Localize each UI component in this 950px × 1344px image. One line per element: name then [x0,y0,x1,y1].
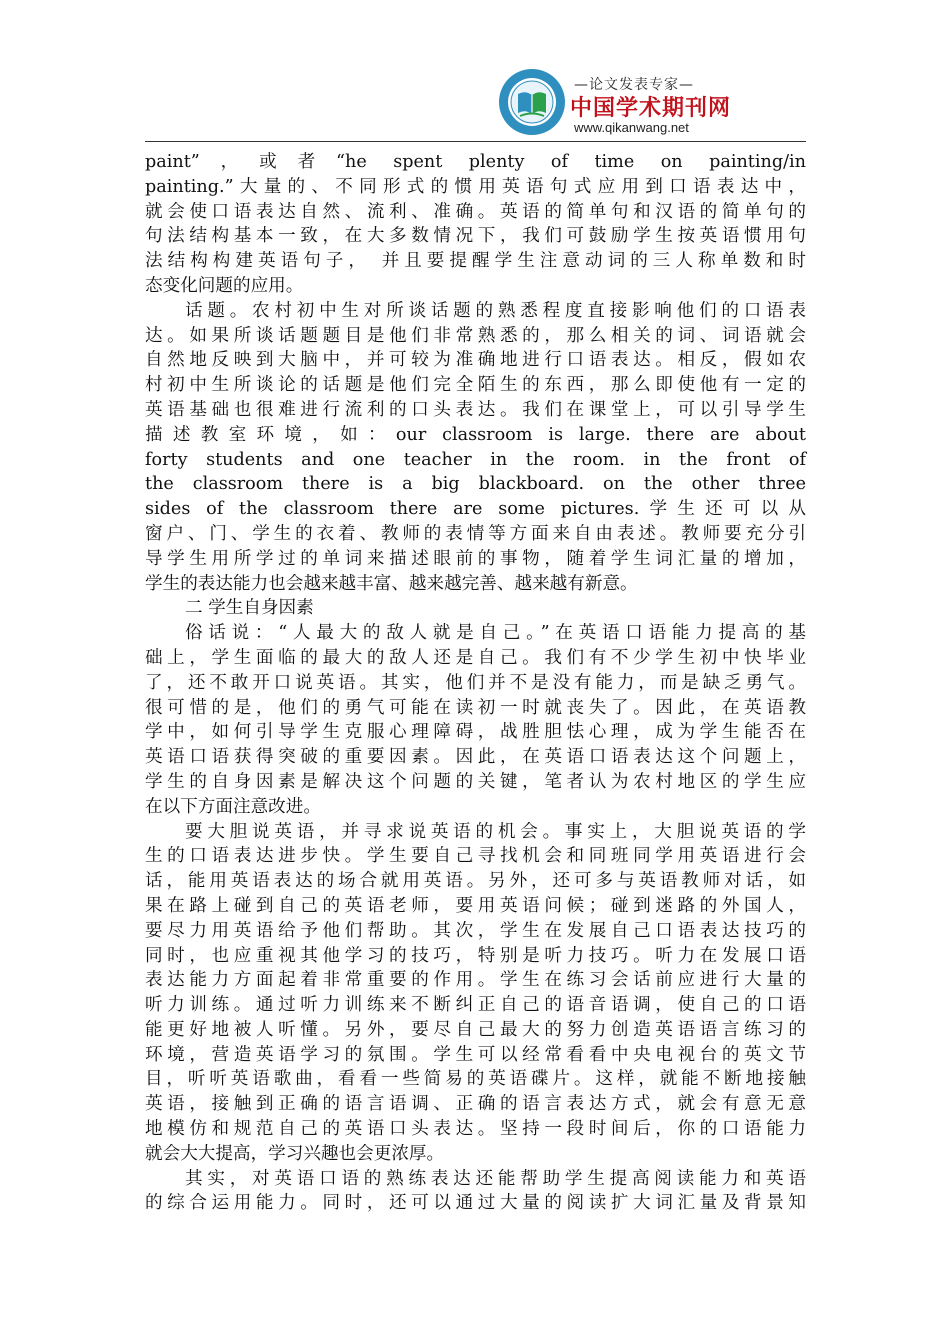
header-slogan: —论文发表专家— [574,77,694,93]
text-line: 句法结构基本一致，在大多数情况下，我们可鼓励学生按英语惯用句 [145,226,806,247]
text-line: painting.”大量的、不同形式的惯用英语句式应用到口语表达中， [145,176,806,197]
text-line: 其实，对英语口语的熟练表达还能帮助学生提高阅读能力和英语 [185,1168,806,1189]
text-line: 学生的表达能力也会越来越丰富、越来越完善、越来越有新意。 [145,573,638,594]
text-line: 在以下方面注意改进。 [145,796,321,817]
text-line: 了，还不敢开口说英语。其实，他们并不是没有能力，而是缺乏勇气。 [145,672,806,693]
header-divider [145,141,806,142]
header-brand-name: 中国学术期刊网 [570,96,732,121]
text-line: 能更好地被人听懂。另外，要尽自己最大的努力创造英语语言练习的 [145,1019,806,1040]
text-line: 话，能用英语表达的场合就用英语。另外，还可多与英语教师对话，如 [145,871,806,892]
text-line: 英语基础也很难进行流利的口头表达。我们在课堂上，可以引导学生 [145,399,806,420]
text-line: 自然地反映到大脑中，并可较为准确地进行口语表达。相反，假如农 [145,350,806,371]
text-line: forty students and one teacher in the room. in the front of [145,449,806,470]
section-heading: 二 学生自身因素 [185,598,314,619]
article-body [145,150,806,1216]
site-header [498,68,732,140]
text-line: 态变化问题的应用。 [145,275,304,296]
text-line: 法结构构建英语句子， 并且要提醒学生注意动词的三人称单数和时 [145,251,806,272]
text-line: 果在路上碰到自己的英语老师，要用英语问候；碰到迷路的外国人， [145,895,806,916]
text-line: 导学生用所学过的单词来描述眼前的事物，随着学生词汇量的增加， [145,548,806,569]
text-line: 学生的自身因素是解决这个问题的关键，笔者认为农村地区的学生应 [145,771,806,792]
text-line: 英语口语获得突破的重要因素。因此，在英语口语表达这个问题上， [145,747,806,768]
text-line: 生的口语表达进步快。学生要自己寻找机会和同班同学用英语进行会 [145,846,806,867]
text-line: 村初中生所谈论的话题是他们完全陌生的东西，那么即使他有一定的 [145,375,806,396]
text-line: 目，听听英语歌曲，看看一些简易的英语碟片。这样，就能不断地接触 [145,1069,806,1090]
text-line: 学中，如何引导学生克服心理障碍，战胜胆怯心理，成为学生能否在 [145,722,806,743]
text-line: paint”，或者“he spent plenty of time on painting/in [145,152,806,172]
text-line: 窗户、门、学生的衣着、教师的表情等方面来自由表述。教师要充分引 [145,523,806,544]
text-line: 听力训练。通过听力训练来不断纠正自己的语音语调，使自己的口语 [145,995,806,1016]
text-line: 同时，也应重视其他学习的技巧，特别是听力技巧。听力在发展口语 [145,945,806,966]
text-line: sides of the classroom there are some pictures.学生还可以从 [145,499,806,520]
text-line: 就会使口语表达自然、流利、准确。英语的简单句和汉语的简单句的 [145,201,806,222]
header-url: www.qikanwang.net [574,120,689,135]
text-line: 环境，营造英语学习的氛围。学生可以经常看看中央电视台的英文节 [145,1044,806,1065]
text-line: 就会大大提高，学习兴趣也会更浓厚。 [145,1143,445,1164]
qikanwang-logo-icon [498,68,566,136]
text-line: 英语，接触到正确的语言语调、正确的语言表达方式，就会有意无意 [145,1094,806,1115]
text-line: 表达能力方面起着非常重要的作用。学生在练习会话前应进行大量的 [145,970,806,991]
text-line: 础上，学生面临的最大的敌人还是自己。我们有不少学生初中快毕业 [145,647,806,668]
text-line: 话题。农村初中生对所谈话题的熟悉程度直接影响他们的口语表 [185,300,806,321]
text-line: 的综合运用能力。同时，还可以通过大量的阅读扩大词汇量及背景知 [145,1193,806,1214]
text-line: 达。如果所谈话题题目是他们非常熟悉的，那么相关的词、词语就会 [145,325,806,346]
text-line: 俗话说：“人最大的敌人就是自己。”在英语口语能力提高的基 [185,623,806,644]
text-line: 地模仿和规范自己的英语口头表达。坚持一段时间后，你的口语能力 [145,1119,806,1140]
text-line: 要尽力用英语给予他们帮助。其次，学生在发展自己口语表达技巧的 [145,920,806,941]
text-line: 描述教室环境，如：our classroom is large. there are about [145,424,806,445]
text-line: 很可惜的是，他们的勇气可能在读初一时就丧失了。因此，在英语教 [145,697,806,718]
text-line: 要大胆说英语，并寻求说英语的机会。事实上，大胆说英语的学 [185,821,806,842]
text-line: the classroom there is a big blackboard. on the other three [145,474,806,495]
